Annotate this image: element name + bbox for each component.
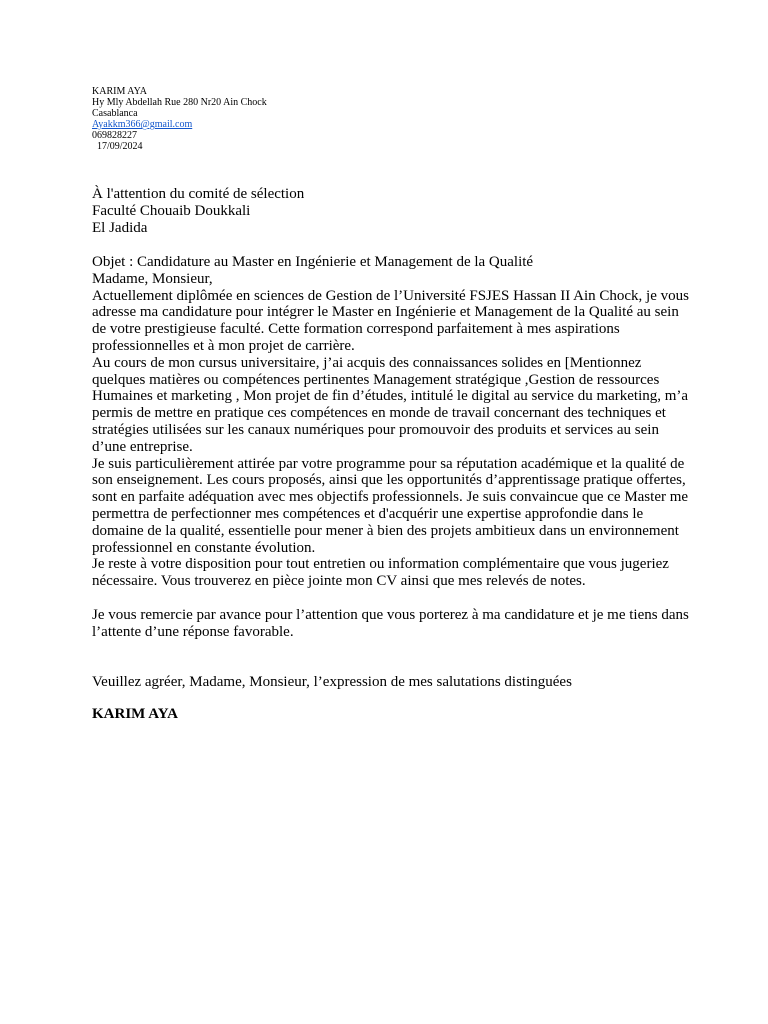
- recipient-institution: Faculté Chouaib Doukkali: [92, 203, 251, 219]
- letter-signature: KARIM AYA: [92, 706, 178, 723]
- letter-paragraph: Je reste à votre disposition pour tout entretien ou information complémentaire que vous jugeriez nécessaire. Vous trouverez en pièce jointe mon CV ainsi que mes relevés de notes.: [92, 556, 669, 590]
- sender-phone: 069828227: [92, 130, 137, 141]
- letter-salutation: Madame, Monsieur,: [92, 270, 213, 287]
- letter-paragraph: Actuellement diplômée en sciences de Gestion de l’Université FSJES Hassan II Ain Chock, je vous adresse ma candidature pour intégrer le Master en Ingénierie et Management de la Qualité au sein de votre prestigieuse faculté. Cette formation correspond parfaitement à mes aspirations professionnelles et à mon projet de carrière.: [92, 287, 689, 354]
- letter-date: 17/09/2024: [97, 141, 143, 152]
- blank-line: [92, 641, 692, 674]
- letter-paragraph: Au cours de mon cursus universitaire, j’ai acquis des connaissances solides en [Mentionnez quelques matières ou compétences pertinentes Management stratégique ,Gestion de ressources Humaines et marketing , Mon projet de fin d’études, intitulé le digital au service du marketing, m’a permis de mettre en pratique ces compétences en monde de travail concernant des techniques et stratégies utilisées sur les canaux numériques pour promouvoir des produits et services au sein d’une entreprise.: [92, 354, 689, 455]
- sender-name: KARIM AYA: [92, 86, 147, 97]
- sender-email-link[interactable]: Ayakkm366@gmail.com: [92, 119, 193, 130]
- letter-body: [92, 254, 692, 690]
- letter-page: [92, 86, 692, 723]
- sender-address: Hy Mly Abdellah Rue 280 Nr20 Ain Chock: [92, 97, 267, 108]
- sender-block: [92, 86, 692, 152]
- recipient-city: El Jadida: [92, 220, 148, 236]
- letter-closing: Veuillez agréer, Madame, Monsieur, l’expression de mes salutations distinguées: [92, 673, 572, 690]
- letter-paragraph: Je vous remercie par avance pour l’attention que vous porterez à ma candidature et je me tiens dans l’attente d’une réponse favorable.: [92, 606, 689, 640]
- blank-line: [92, 590, 692, 607]
- letter-subject: Objet : Candidature au Master en Ingénierie et Management de la Qualité: [92, 254, 534, 270]
- letter-paragraph: Je suis particulièrement attirée par votre programme pour sa réputation académique et la qualité de son enseignement. Les cours proposés, ainsi que les opportunités d’apprentissage pratique offertes, sont en parfaite adéquation avec mes objectifs professionnels. Je suis convaincue que ce Master me permettra de perfectionner mes compétences et d'acquérir une expertise approfondie dans le domaine de la qualité, essentielle pour mener à bien des projets ambitieux dans un environnement professionnel en constante évolution.: [92, 455, 689, 556]
- sender-city: Casablanca: [92, 108, 138, 119]
- recipient-block: [92, 186, 692, 237]
- recipient-attention: À l'attention du comité de sélection: [92, 186, 305, 202]
